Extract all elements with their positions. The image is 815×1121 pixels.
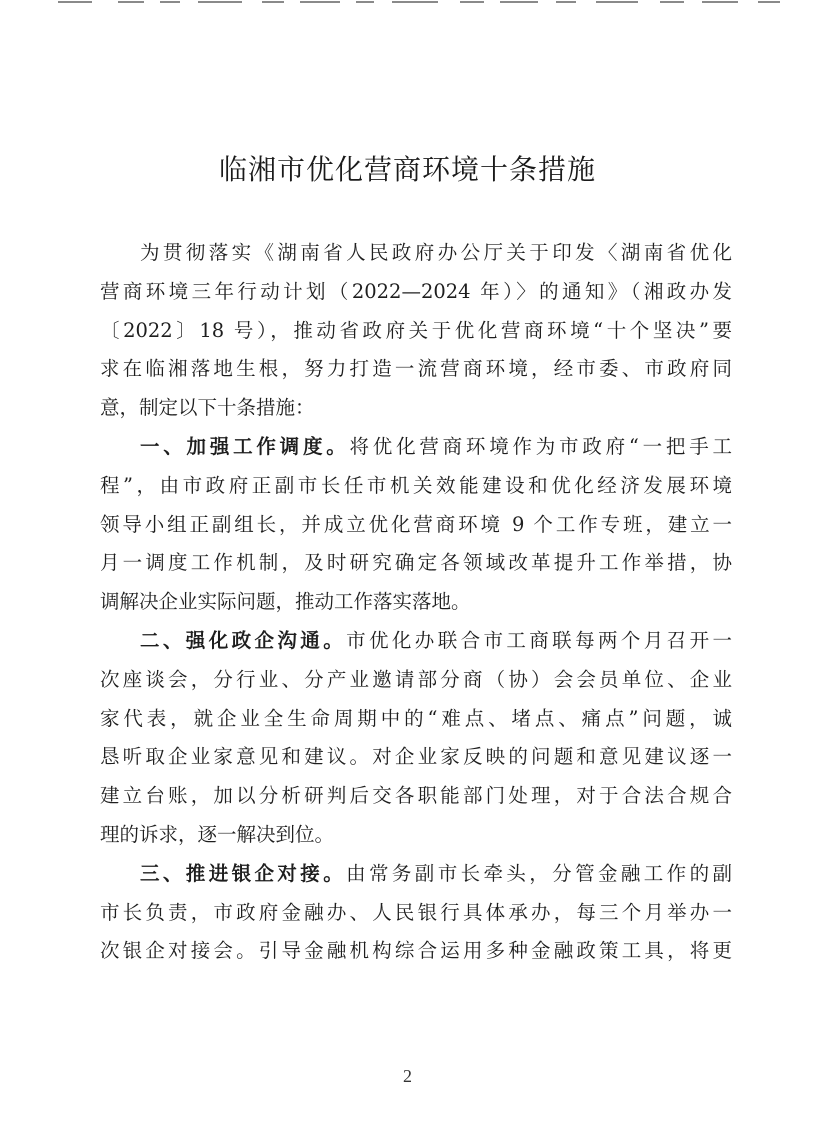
paragraph-line: 恳听取企业家意见和建议。对企业家反映的问题和意见建议逐一 xyxy=(100,745,732,769)
paragraph-line: 调解决企业实际问题，推动工作落实落地。 xyxy=(100,590,471,614)
paragraph-line: 次银企对接会。引导金融机构综合运用多种金融政策工具，将更 xyxy=(100,939,732,963)
paragraph-line: 为贯彻落实《湖南省人民政府办公厅关于印发〈湖南省优化 xyxy=(140,241,732,264)
section-text: 由常务副市长牵头，分管金融工作的副 xyxy=(346,861,732,885)
paragraph-line: 〔2022〕18 号），推动省政府关于优化营商环境“十个坚决”要 xyxy=(100,318,732,342)
paragraph-line: 意，制定以下十条措施： xyxy=(100,396,315,420)
document-body xyxy=(100,234,732,971)
document-title: 临湘市优化营商环境十条措施 xyxy=(218,153,596,186)
paragraph-line: 求在临湘落地生根，努力打造一流营商环境，经市委、市政府同 xyxy=(100,357,732,381)
paragraph-line: 月一调度工作机制，及时研究确定各领域改革提升工作举措，协 xyxy=(100,551,732,575)
section-first-line xyxy=(100,622,732,661)
section-heading: 二、强化政企沟通。 xyxy=(140,628,347,652)
section-first-line xyxy=(100,428,732,467)
paragraph-line: 次座谈会，分行业、分产业邀请部分商（协）会会员单位、企业 xyxy=(100,667,732,691)
section-first-line xyxy=(100,855,732,894)
section-text: 将优化营商环境作为市政府“一把手工 xyxy=(349,434,732,458)
section-heading: 一、加强工作调度。 xyxy=(140,434,350,458)
paragraph-line: 营商环境三年行动计划（2022—2024 年）〉的通知》（湘政办发 xyxy=(100,279,732,303)
page-number: 2 xyxy=(403,1066,412,1086)
paragraph-line: 领导小组正副组长，并成立优化营商环境 9 个工作专班，建立一 xyxy=(100,512,732,536)
paragraph-line: 建立台账，加以分析研判后交各职能部门处理，对于合法合规合 xyxy=(100,784,732,808)
paragraph-line: 理的诉求，逐一解决到位。 xyxy=(100,822,335,846)
section-heading: 三、推进银企对接。 xyxy=(140,861,347,885)
paragraph-line: 市长负责，市政府金融办、人民银行具体承办，每三个月举办一 xyxy=(100,900,732,924)
paragraph-line: 程”，由市政府正副市长任市机关效能建设和优化经济发展环境 xyxy=(100,473,732,497)
scan-edge-marks xyxy=(0,0,815,6)
paragraph-line: 家代表，就企业全生命周期中的“难点、堵点、痛点”问题，诚 xyxy=(100,706,732,730)
section-text: 市优化办联合市工商联每两个月召开一 xyxy=(346,628,732,652)
